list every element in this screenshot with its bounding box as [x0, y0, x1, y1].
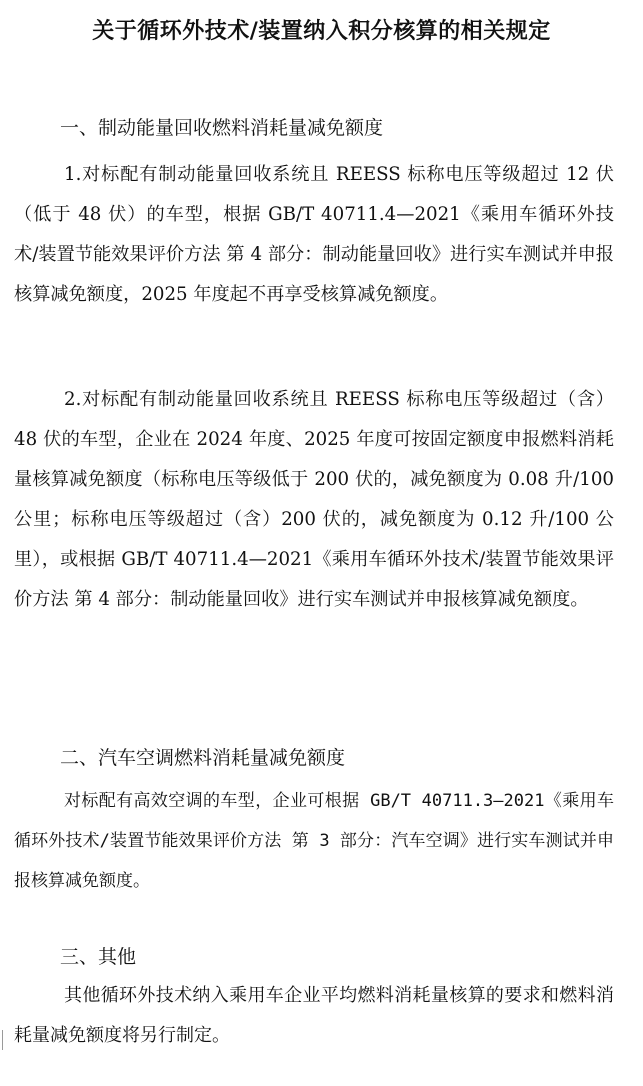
margin-mark: [2, 1030, 3, 1050]
paragraph-braking-energy-2: 2.对标配有制动能量回收系统且 REESS 标称电压等级超过（含）48 伏的车型，企业在 2024 年度、2025 年度可按固定额度申报燃料消耗量核算减免额度（标称电压等级低于 200 伏的，减免额度为 0.08 升/100 公里；标称电压等级超过（含）200 伏的，减免额度为 0.12 升/100 公里），或根据 GB/T 40711.4—2021《乘用车循环外技术/装置节能效果评价方法 第 4 部分：制动能量回收》进行实车测试并申报核算减免额度。: [14, 389, 614, 610]
document-title: 关于循环外技术/装置纳入积分核算的相关规定: [92, 19, 551, 44]
section-heading-air-conditioning: 二、汽车空调燃料消耗量减免额度: [60, 747, 346, 769]
paragraph-air-conditioning: 对标配有高效空调的车型，企业可根据 GB/T 40711.3—2021《乘用车循环外技术/装置节能效果评价方法 第 3 部分：汽车空调》进行实车测试并申报核算减免额度。: [14, 791, 614, 891]
section-heading-braking-energy: 一、制动能量回收燃料消耗量减免额度: [60, 117, 384, 139]
paragraph-braking-energy-1: 1.对标配有制动能量回收系统且 REESS 标称电压等级超过 12 伏（低于 48 伏）的车型，根据 GB/T 40711.4—2021《乘用车循环外技术/装置节能效果评价方法 第 4 部分：制动能量回收》进行实车测试并申报核算减免额度，2025 年度起不再享受核算减免额度。: [14, 164, 614, 305]
paragraph-other: 其他循环外技术纳入乘用车企业平均燃料消耗量核算的要求和燃料消耗量减免额度将另行制定。: [14, 985, 614, 1046]
section-heading-other: 三、其他: [60, 946, 137, 968]
